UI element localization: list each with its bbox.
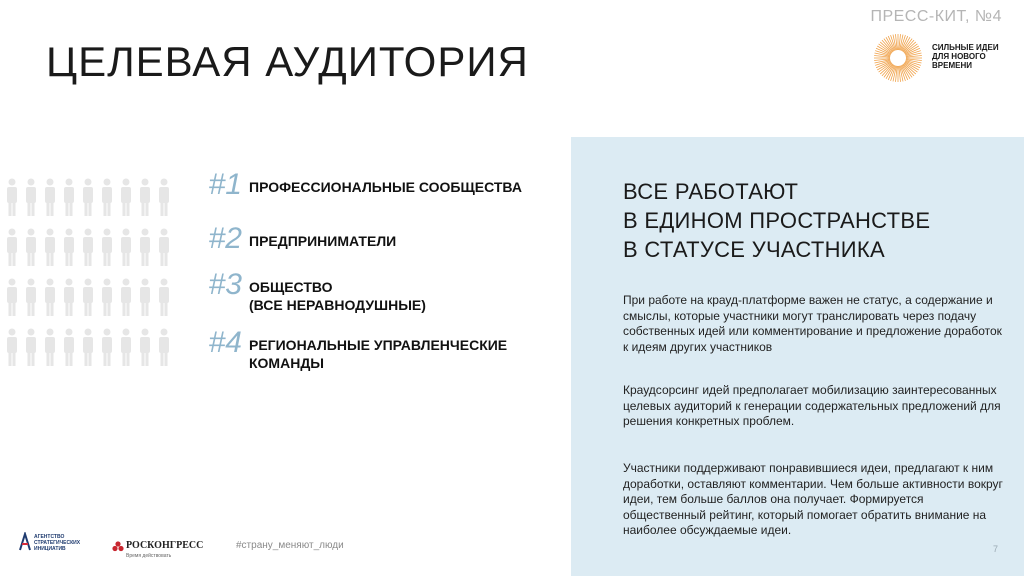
person-icon: [26, 329, 36, 367]
audience-label: ПРОФЕССИОНАЛЬНЫЕ СООБЩЕСТВА: [249, 179, 522, 195]
person-icon: [64, 179, 74, 217]
person-icon: [83, 179, 93, 217]
press-kit-label: ПРЕСС-КИТ, №4: [870, 8, 1002, 25]
sunburst-logo-icon: [872, 32, 924, 84]
person-icon: [64, 329, 74, 367]
person-icon: [83, 279, 93, 317]
person-icon: [102, 229, 112, 267]
person-icon: [45, 229, 55, 267]
person-icon: [45, 179, 55, 217]
asi-logo-text: АГЕНТСТВО СТРАТЕГИЧЕСКИХ ИНИЦИАТИВ: [34, 534, 81, 552]
info-panel: [571, 137, 1024, 576]
panel-paragraph-2: Краудсорсинг идей предполагает мобилизацию заинтересованных целевых аудиторий к генерации содержательных предложений для решения конкретных проблем.: [623, 383, 1001, 428]
audience-number: #2: [208, 222, 242, 255]
asi-mark-icon: [18, 532, 32, 552]
audience-number: #1: [208, 168, 242, 201]
audience-number: #4: [208, 326, 242, 359]
person-icon: [64, 229, 74, 267]
person-icon: [140, 229, 150, 267]
audience-label: РЕГИОНАЛЬНЫЕ УПРАВЛЕНЧЕСКИЕ КОМАНДЫ: [249, 337, 508, 371]
person-icon: [102, 279, 112, 317]
person-icon: [83, 329, 93, 367]
person-icon: [83, 229, 93, 267]
audience-label: ОБЩЕСТВО (ВСЕ НЕРАВНОДУШНЫЕ): [249, 279, 426, 313]
page-number: 7: [992, 544, 998, 554]
person-icon: [64, 279, 74, 317]
person-icon: [26, 279, 36, 317]
roscongress-flower-icon: [112, 541, 124, 553]
audience-label: ПРЕДПРИНИМАТЕЛИ: [249, 233, 397, 249]
page-title: ЦЕЛЕВАЯ АУДИТОРИЯ: [46, 38, 529, 85]
hashtag: #страну_меняют_люди: [236, 540, 344, 551]
person-icon: [102, 179, 112, 217]
brand-logo: [872, 32, 1012, 82]
person-icon: [121, 279, 131, 317]
brand-slogan: СИЛЬНЫЕ ИДЕИ ДЛЯ НОВОГО ВРЕМЕНИ: [932, 43, 999, 70]
person-icon: [159, 179, 169, 217]
person-icon: [7, 279, 17, 317]
person-icon: [140, 179, 150, 217]
person-icon: [121, 329, 131, 367]
roscongress-logo: [112, 540, 212, 564]
person-icon: [7, 229, 17, 267]
person-icon: [140, 279, 150, 317]
person-icon: [45, 279, 55, 317]
people-grid-illustration: [0, 176, 170, 376]
person-icon: [7, 179, 17, 217]
person-icon: [121, 229, 131, 267]
panel-paragraph-1: При работе на крауд-платформе важен не статус, а содержание и смыслы, которые участники могут транслировать через подачу собственных идей или комментирование и предложение доработок к идеям других участников: [623, 293, 1002, 354]
asi-logo: [18, 532, 98, 566]
roscongress-name: РОСКОНГРЕСС: [126, 540, 204, 551]
person-icon: [102, 329, 112, 367]
person-icon: [26, 179, 36, 217]
person-icon: [159, 229, 169, 267]
person-icon: [140, 329, 150, 367]
person-icon: [121, 179, 131, 217]
panel-title: ВСЕ РАБОТАЮТ В ЕДИНОМ ПРОСТРАНСТВЕ В СТАТУСЕ УЧАСТНИКА: [623, 179, 931, 262]
roscongress-tagline: Время действовать: [126, 553, 172, 559]
panel-paragraph-3: Участники поддерживают понравившиеся идеи, предлагают к ним доработки, оставляют комментарии. Чем больше активности вокруг идеи, тем больше баллов она получает. Формируется общественный рейтинг, который помогает обратить внимание на наиболее обсуждаемые идеи.: [623, 461, 1003, 537]
person-icon: [26, 229, 36, 267]
audience-number: #3: [208, 268, 242, 301]
person-icon: [7, 329, 17, 367]
person-icon: [159, 329, 169, 367]
person-icon: [45, 329, 55, 367]
person-icon: [159, 279, 169, 317]
